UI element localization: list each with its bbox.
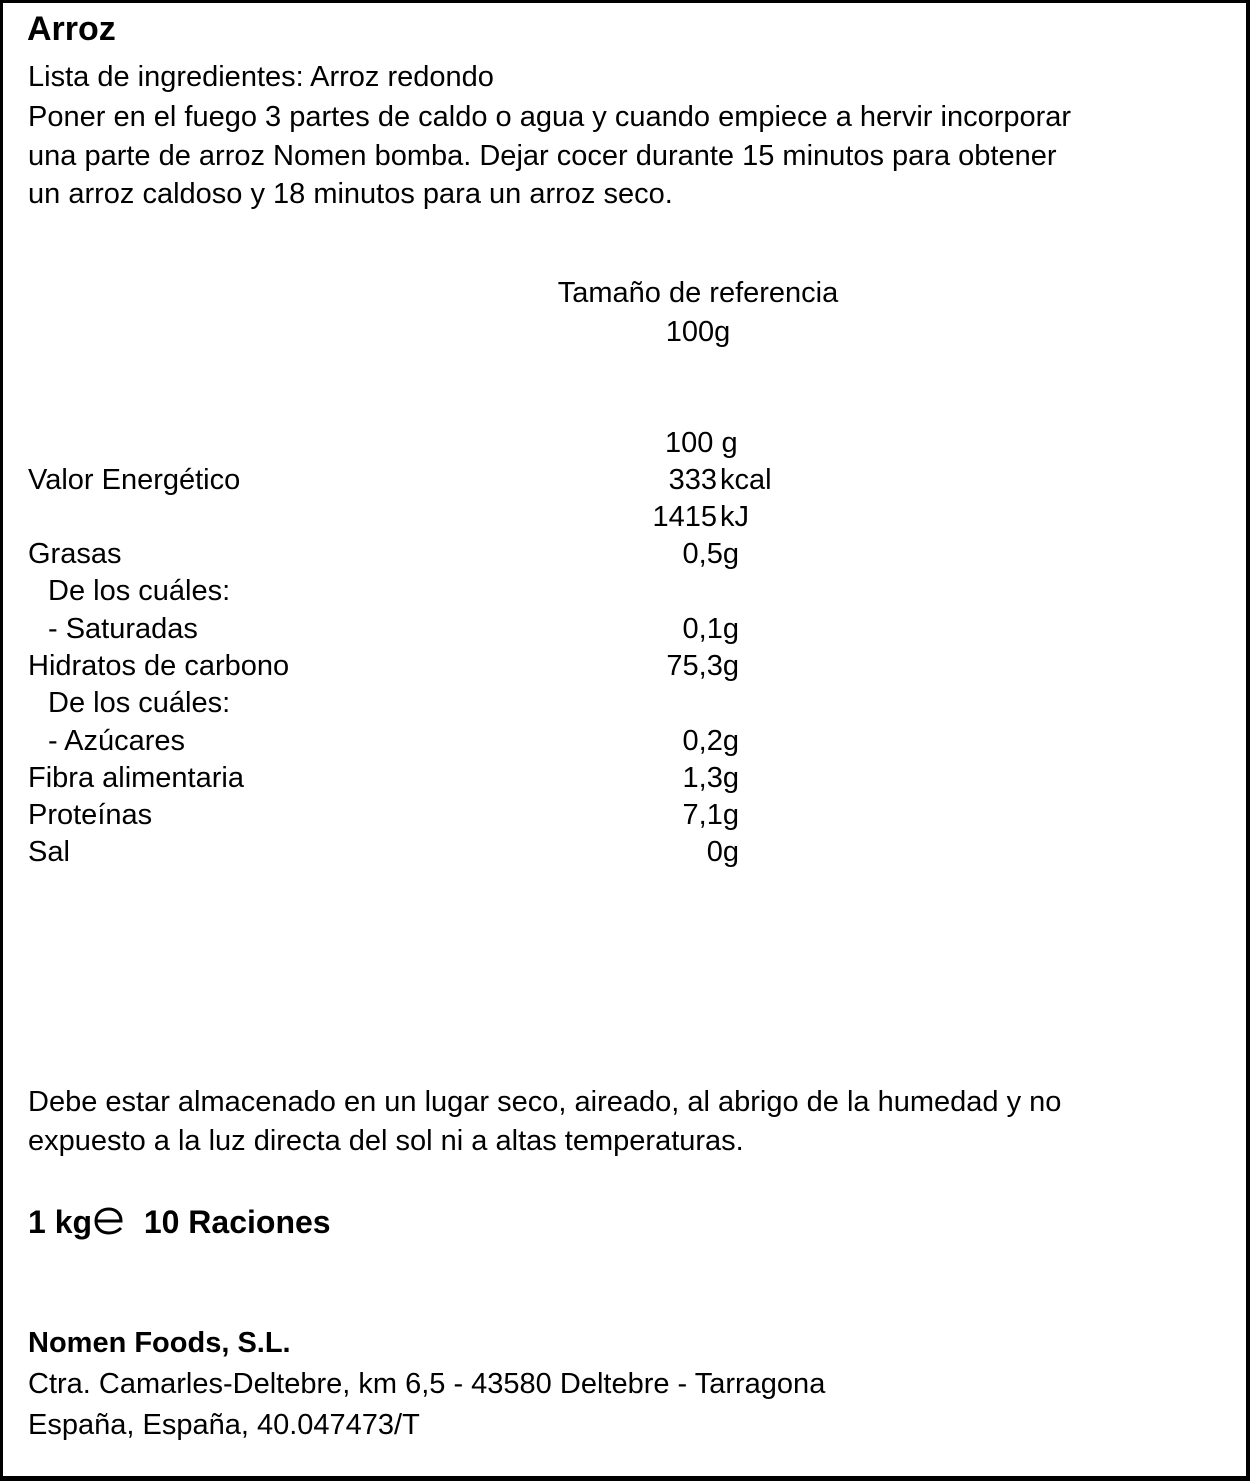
company-name: Nomen Foods, S.L. <box>28 1327 291 1359</box>
nutrient-row-label: Sal <box>28 836 70 868</box>
nutrient-row-value: 0,2g <box>682 725 739 757</box>
quantity-line <box>28 1204 331 1244</box>
instructions-line-2: una parte de arroz Nomen bomba. Dejar cocer durante 15 minutos para obtener <box>28 140 1057 172</box>
product-title: Arroz <box>27 10 116 48</box>
nutrient-row-label: - Azúcares <box>48 725 185 757</box>
energy-kcal-unit: kcal <box>720 464 772 496</box>
nutrient-sub-heading: De los cuáles: <box>48 687 231 719</box>
energy-kj-unit: kJ <box>720 501 749 533</box>
nutrient-row-value: 75,3g <box>666 650 739 682</box>
instructions-line-3: un arroz caldoso y 18 minutos para un arroz seco. <box>28 178 673 210</box>
company-address: Ctra. Camarles-Deltebre, km 6,5 - 43580 Deltebre - Tarragona <box>28 1368 826 1400</box>
nutrient-row-label: Hidratos de carbono <box>28 650 290 682</box>
nutrient-row-label: Grasas <box>28 538 122 570</box>
storage-line-2: expuesto a la luz directa del sol ni a altas temperaturas. <box>28 1125 744 1157</box>
nutrient-row-value: 1,3g <box>682 762 739 794</box>
nutrient-sub-heading: De los cuáles: <box>48 575 231 607</box>
nutrient-row-value: 0,5g <box>682 538 739 570</box>
reference-heading: Tamaño de referencia <box>557 277 839 309</box>
net-weight: 1 kg <box>28 1204 93 1240</box>
nutrient-row-label: - Saturadas <box>48 613 198 645</box>
storage-line-1: Debe estar almacenado en un lugar seco, aireado, al abrigo de la humedad y no <box>28 1086 1062 1118</box>
nutrient-row-value: 0g <box>706 836 739 868</box>
energy-label: Valor Energético <box>28 464 241 496</box>
energy-kj-value: 1415 <box>652 501 717 533</box>
instructions-line-1: Poner en el fuego 3 partes de caldo o agua y cuando empiece a hervir incorporar <box>28 101 1072 133</box>
reference-size: 100g <box>665 316 731 348</box>
nutrient-row-value: 7,1g <box>682 799 739 831</box>
servings: 10 Raciones <box>143 1204 331 1240</box>
nutrient-row-label: Fibra alimentaria <box>28 762 244 794</box>
energy-kcal-value: 333 <box>668 464 717 496</box>
company-country: España, España, 40.047473/T <box>28 1409 420 1441</box>
nutrient-row-label: Proteínas <box>28 799 153 831</box>
nutrition-column-header: 100 g <box>665 427 738 459</box>
nutrient-row-value: 0,1g <box>682 613 739 645</box>
e-mark-icon <box>92 1206 126 1244</box>
ingredients-list: Lista de ingredientes: Arroz redondo <box>28 61 494 93</box>
